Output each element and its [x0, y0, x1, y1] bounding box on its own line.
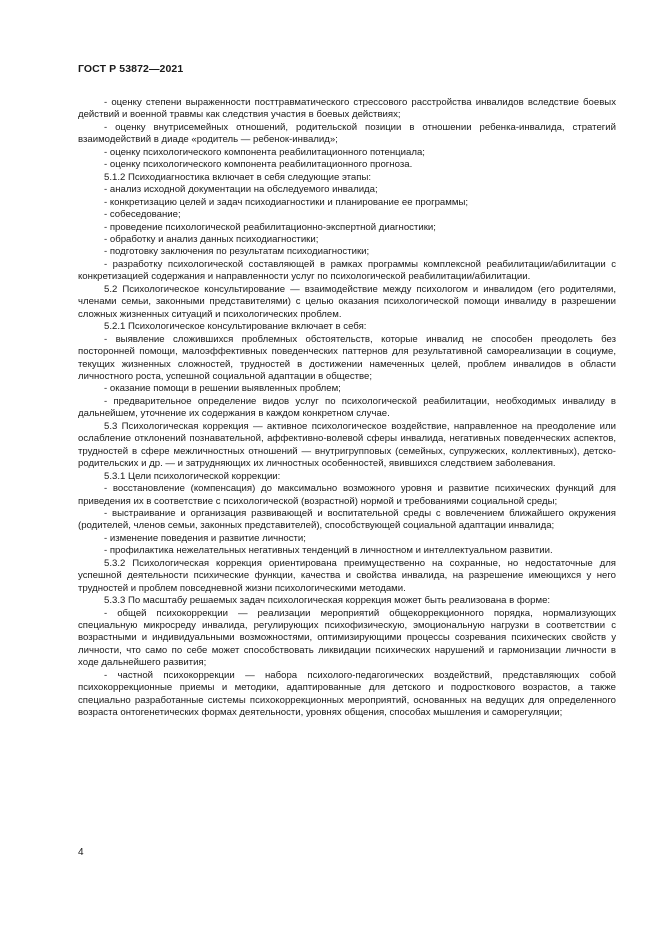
paragraph: - выстраивание и организация развивающей и воспитательной среды с вовлечением ближайшего окружения (родителей, членов семьи, законных представителей), способствующей социальной адаптации инвалида; — [78, 507, 616, 532]
paragraph: - разработку психологической составляющей в рамках программы комплексной реабилитации/абилитации с конкретизацией содержания и направленности услуг по психологической реабилитации/абилитации. — [78, 258, 616, 283]
section-heading: 5.3.1 Цели психологической коррекции: — [104, 470, 281, 482]
paragraph: - изменение поведения и развитие личности; — [104, 532, 306, 544]
paragraph: - собеседование; — [104, 209, 181, 221]
paragraph: - обработку и анализ данных психодиагностики; — [104, 233, 319, 245]
section-heading: 5.1.2 Психодиагностика включает в себя следующие этапы: — [104, 171, 372, 183]
paragraph: - общей психокоррекции — реализации мероприятий общекоррекционного порядка, нормализующих специальную микросреду инвалида, регулирующих психофизическую, эмоциональную нагрузки в соответствии с возрастными и индивидуальными возможностями, оптимизирующими процессы созревания психических свойств у личности, что само по себе может способствовать ликвидации психических нарушений и гармонизации личности в ходе дальнейшего развития; — [78, 607, 616, 669]
paragraph: - предварительное определение видов услуг по психологической реабилитации, необходимых инвалиду в дальнейшем, уточнение их содержания в каждом конкретном случае. — [78, 395, 616, 420]
paragraph: - оценку внутрисемейных отношений, родительской позиции в отношении ребенка-инвалида, стратегий взаимодействий в диаде «родитель — ребенок-инвалид»; — [78, 121, 616, 146]
standard-header: ГОСТ Р 53872—2021 — [78, 63, 184, 75]
paragraph: - проведение психологической реабилитационно-экспертной диагностики; — [104, 221, 436, 233]
section-heading: 5.3 Психологическая коррекция — активное психологическое воздействие, направленное на преодоление или ослабление отклонений познавательной, аффективно-волевой сферы инвалида, негативных поведенческих аспектов, трудностей в сфере межличностных отношений — внутригрупповых (семейных, супружеских, коллективных), детско-родительских и др. — и затрудняющих их личностных особенностей, явившихся следствием заболевания. — [78, 420, 616, 470]
section-heading: 5.3.2 Психологическая коррекция ориентирована преимущественно на сохранные, но недостаточные для успешной деятельности психические функции, качества и свойства инвалида, на разрешение имеющихся у него трудностей и проблем повседневной жизни психологическими методами. — [78, 557, 616, 594]
paragraph: - восстановление (компенсация) до максимально возможного уровня и развитие психических функций для приведения их в соответствие с психологической (возрастной) нормой и требованиями социальной среды; — [78, 483, 616, 507]
paragraph: - профилактика нежелательных негативных тенденций в личностном и интеллектуальном развитии. — [104, 545, 553, 557]
paragraph: - оценку степени выраженности посттравматического стрессового расстройства инвалидов вследствие боевых действий и военной травмы как следствия участия в боевых действиях; — [78, 97, 616, 121]
page-number: 4 — [78, 847, 84, 858]
document-body — [78, 97, 616, 720]
section-heading: 5.3.3 По масштабу решаемых задач психологическая коррекция может быть реализована в форме: — [104, 595, 551, 607]
paragraph: - подготовку заключения по результатам психодиагностики; — [104, 246, 370, 258]
paragraph: - выявление сложившихся проблемных обстоятельств, которые инвалид не способен преодолеть без посторонней помощи, малоэффективных поведенческих паттернов для результативной самореализации в социуме, текущих жизненных сложностей, трудностей в достижении намеченных целей, проблем инвалидов в области личностного роста, успешной социальной адаптации в обществе; — [78, 333, 616, 382]
section-heading: 5.2 Психологическое консультирование — взаимодействие между психологом и инвалидом (его родителями, членами семьи, законными представителями) с целью оказания психологической помощи инвалиду в разрешении сложных жизненных ситуаций и психологических проблем. — [78, 283, 616, 320]
paragraph: - конкретизацию целей и задач психодиагностики и планирование ее программы; — [104, 196, 469, 208]
paragraph: - оценку психологического компонента реабилитационного потенциала; — [104, 146, 425, 158]
paragraph: - частной психокоррекции — набора психолого-педагогических воздействий, представляющих собой психокоррекционные приемы и методики, адаптированные для детского и подросткового возрастов, а также специально разработанные системы психокоррекционных мероприятий, основанных на ведущих для определенного возраста онтогенетических формах деятельности, уровнях общения, способах мышления и саморегуляции; — [78, 669, 616, 719]
paragraph: - оказание помощи в решении выявленных проблем; — [104, 383, 341, 395]
paragraph: - оценку психологического компонента реабилитационного прогноза. — [104, 159, 413, 171]
paragraph: - анализ исходной документации на обследуемого инвалида; — [104, 184, 378, 196]
section-heading: 5.2.1 Психологическое консультирование включает в себя: — [104, 321, 367, 333]
